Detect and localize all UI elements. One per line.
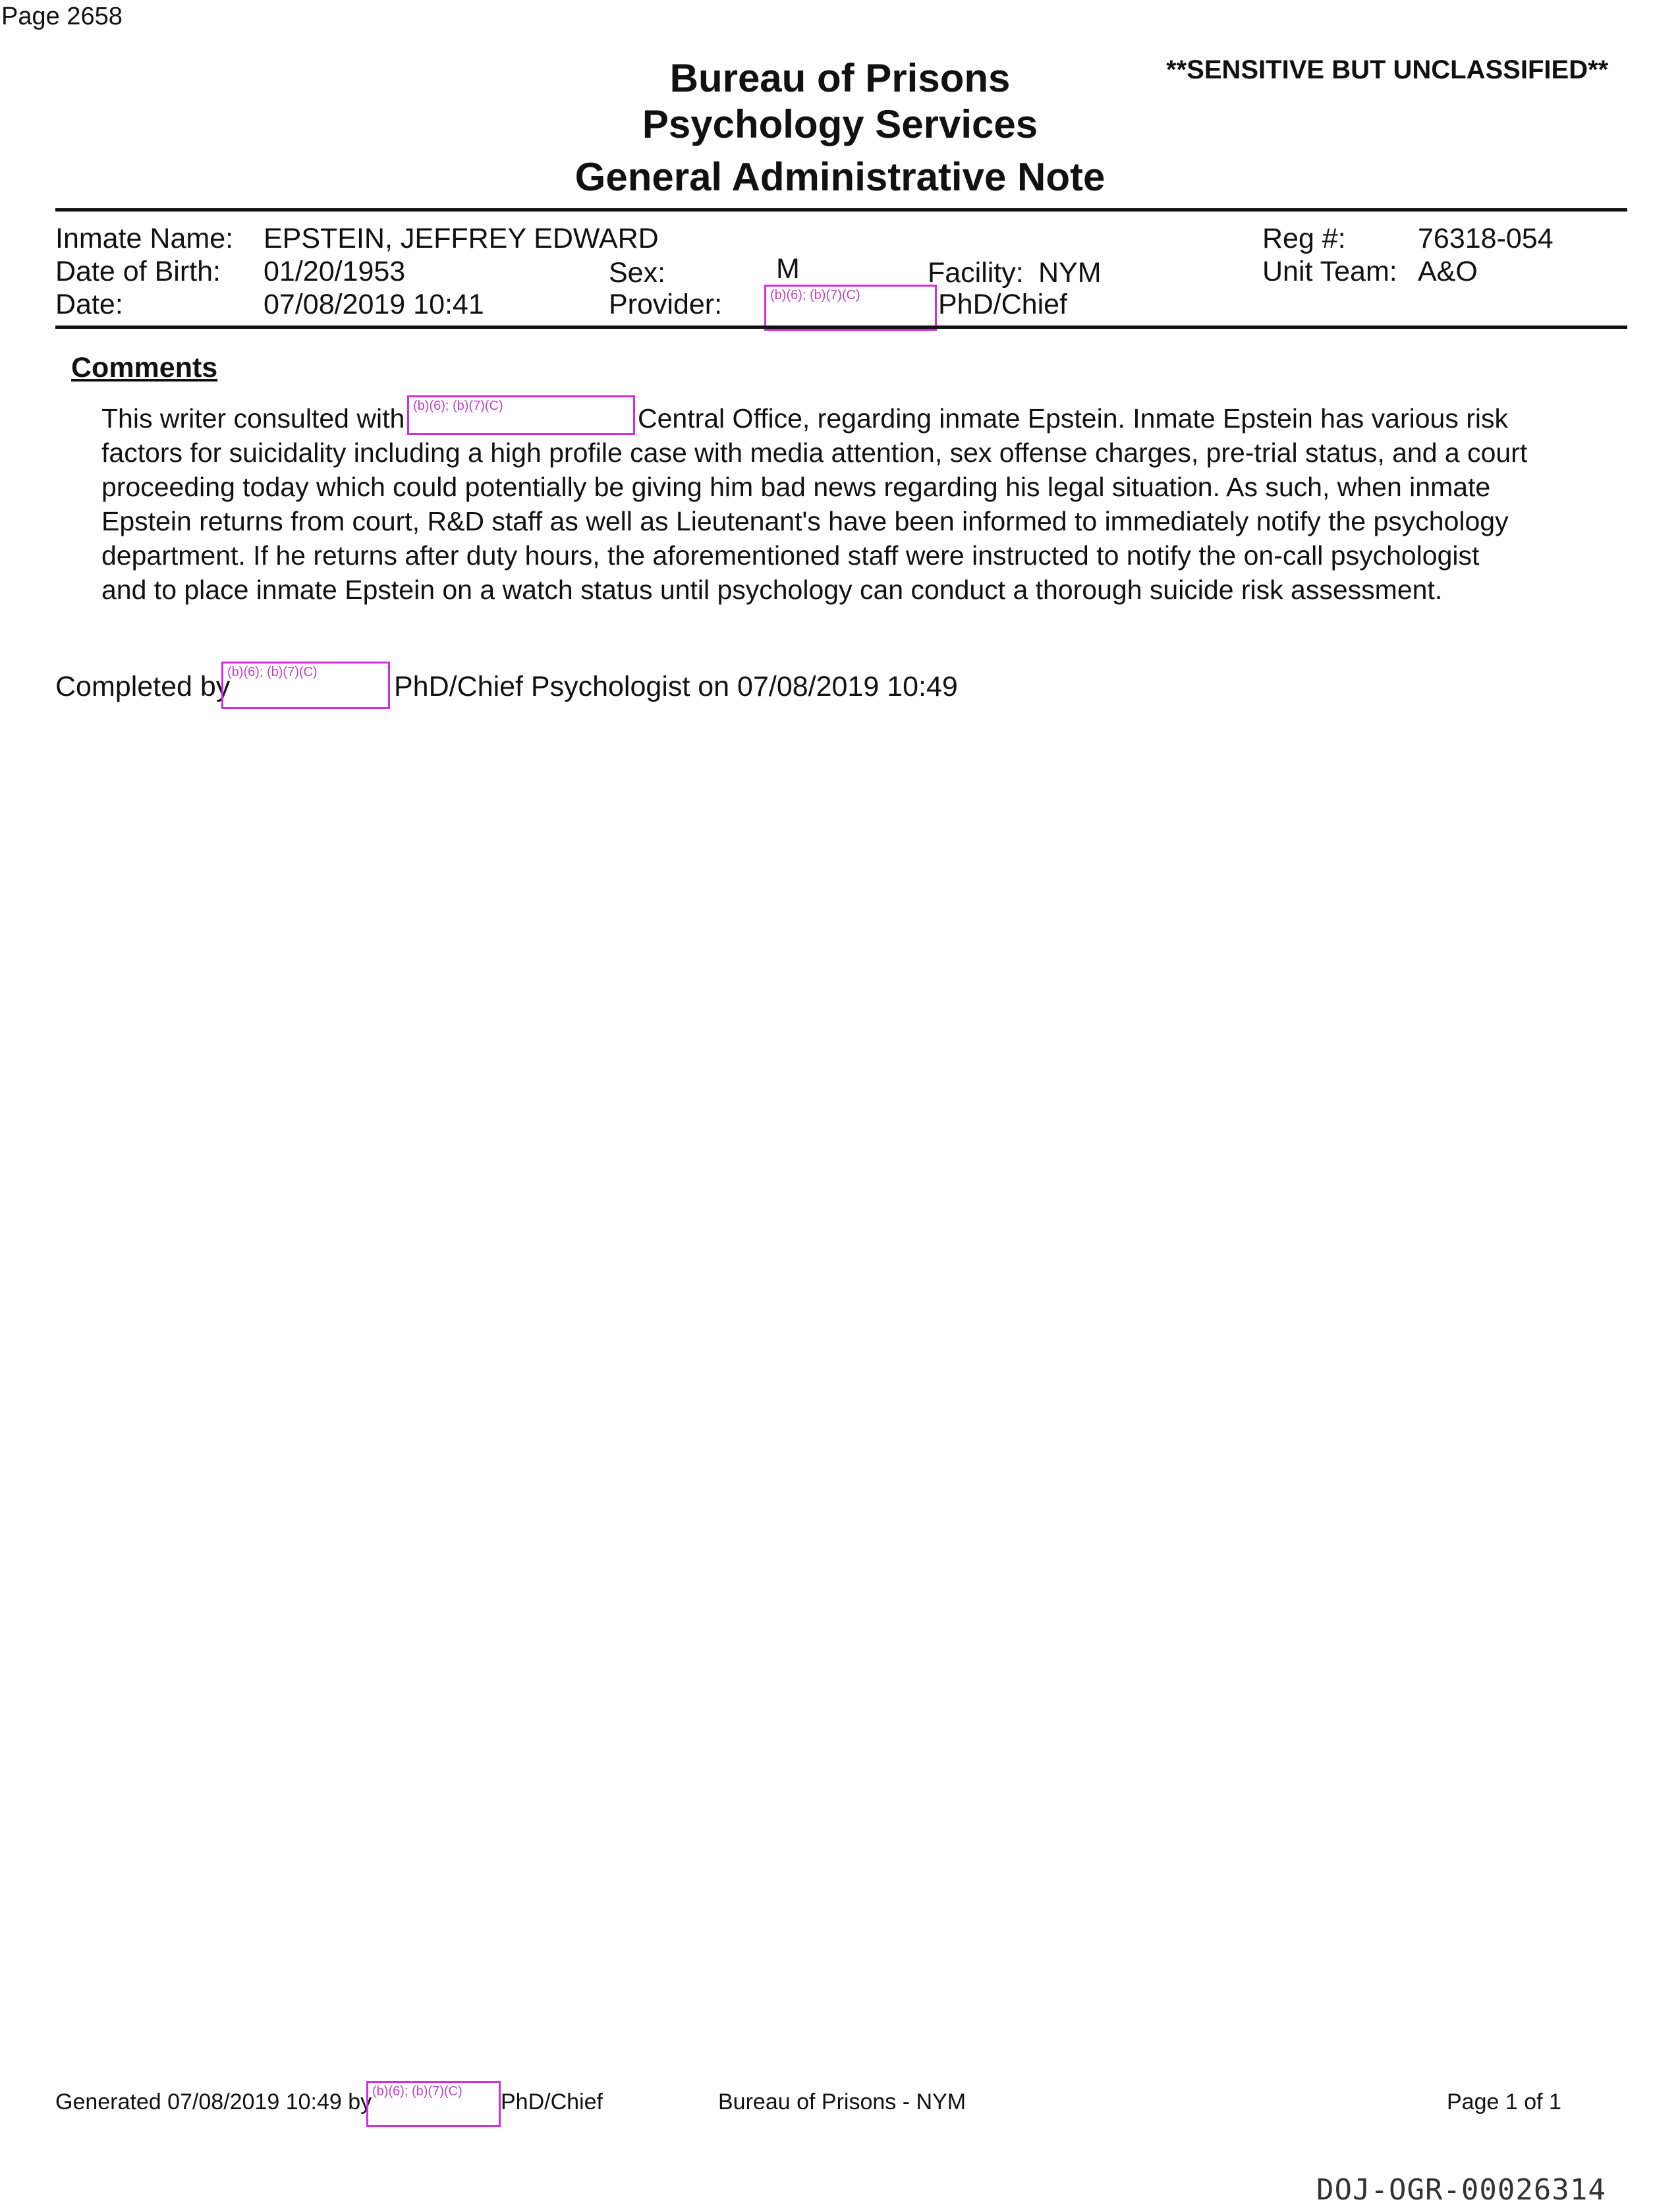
title-agency: Bureau of Prisons [669,56,1011,100]
provider-redaction-box: (b)(6); (b)(7)(C) [764,285,937,331]
comment-line-4: Epstein returns from court, R&D staff as well as Lieutenant's have been informed to immediately notify the psychology [101,506,1509,536]
comment-line-3: proceeding today which could potentially be giving him bad news regarding his legal situation. As such, when inmate [101,472,1491,502]
sensitivity-marking: **SENSITIVE BUT UNCLASSIFIED** [1166,55,1609,84]
comment-line-5: department. If he returns after duty hours, the aforementioned staff were instructed to notify the on-call psychologist [101,540,1480,571]
date-value: 07/08/2019 10:41 [264,289,484,320]
sex-label: Sex: [609,257,666,289]
comment-line-1-start: This writer consulted with [101,403,405,434]
footer-facility: Bureau of Prisons - NYM [718,2089,966,2114]
header-top-rule [55,208,1627,212]
comment-line-6: and to place inmate Epstein on a watch status until psychology can conduct a thorough suicide risk assessment. [101,575,1443,605]
dob-label: Date of Birth: [55,256,221,287]
bates-number: DOJ-OGR-00026314 [1316,2173,1606,2207]
title-department: Psychology Services [642,102,1038,146]
dob-value: 01/20/1953 [264,256,406,287]
provider-label: Provider: [609,289,723,320]
date-label: Date: [55,289,123,320]
comment-line-2: factors for suicidality including a high profile case with media attention, sex offense charges, pre-trial status, and a court [101,438,1528,468]
inmate-name-label: Inmate Name: [55,223,234,254]
title-document-type: General Administrative Note [574,155,1106,199]
page-number-label: Page 2658 [1,3,123,30]
footer-generated-suffix: PhD/Chief [501,2089,603,2114]
unit-team-value: A&O [1418,256,1478,287]
footer-generated-prefix: Generated 07/08/2019 10:49 by [55,2089,372,2114]
footer-redaction-box: (b)(6); (b)(7)(C) [366,2081,501,2127]
comments-heading: Comments [71,352,218,383]
completed-by-prefix: Completed by [55,671,231,702]
facility-label: Facility: [928,257,1024,289]
reg-number-label: Reg #: [1262,223,1346,254]
reg-number-value: 76318-054 [1418,223,1554,254]
inmate-name-value: EPSTEIN, JEFFREY EDWARD [264,223,659,254]
facility-value: NYM [1038,257,1102,289]
header-bottom-rule [55,326,1627,329]
unit-team-label: Unit Team: [1262,256,1397,287]
sex-value: M [776,253,800,285]
completed-by-redaction-box: (b)(6); (b)(7)(C) [221,662,390,709]
provider-title: PhD/Chief [938,289,1067,320]
completed-by-suffix: PhD/Chief Psychologist on 07/08/2019 10:49 [394,671,958,702]
consultant-redaction-box: (b)(6); (b)(7)(C) [407,395,635,435]
comment-line-1-end: Central Office, regarding inmate Epstein. Inmate Epstein has various risk [638,403,1508,434]
footer-page-count: Page 1 of 1 [1447,2089,1561,2114]
